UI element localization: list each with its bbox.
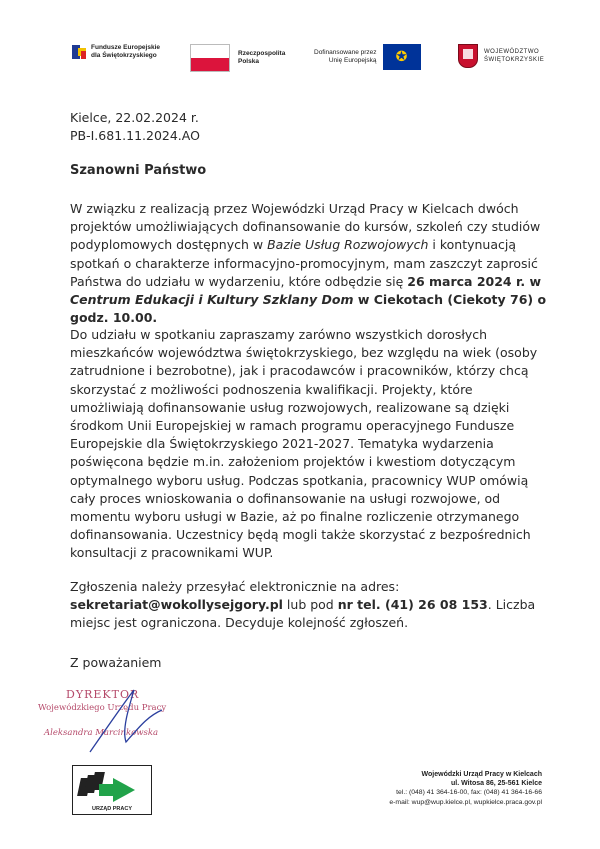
fe-logo-line2: dla Świętokrzyskiego — [91, 52, 157, 59]
place-date: Kielce, 22.02.2024 r. — [70, 110, 199, 125]
rp-logo-line2: Polska — [238, 58, 259, 65]
footer-phone: tel.: (048) 41 364-16-00, fax: (048) 41 364-16-66 — [396, 789, 542, 797]
fe-mark-icon — [72, 45, 86, 59]
eu-cofunded-logo — [314, 44, 421, 70]
event-date: 26 marca 2024 r. — [407, 273, 526, 289]
closing: Z poważaniem — [70, 655, 162, 670]
contact-phone: nr tel. (41) 26 08 153 — [337, 597, 488, 613]
footer-org-name: Wojewódzki Urząd Pracy w Kielcach — [421, 771, 542, 778]
header-logos — [0, 44, 600, 84]
coat-of-arms-icon — [458, 44, 478, 68]
stamp-title: DYREKTOR — [66, 688, 140, 701]
rzeczpospolita-logo — [190, 44, 285, 72]
ue-logo-line1: Dofinansowane przez — [314, 49, 377, 56]
venue-name: Centrum Edukacji i Kultury Szklany Dom — [70, 292, 354, 308]
venue-location: w Ciekotach (Ciekoty 76) o godz. 10.00. — [70, 292, 547, 326]
eu-flag-icon: ✪ — [383, 44, 421, 70]
stamp-office: Wojewódzkiego Urzędu Pracy — [38, 703, 167, 713]
footer-contact — [389, 770, 542, 807]
reference-number: PB-I.681.11.2024.AO — [70, 128, 200, 144]
fe-logo-line1: Fundusze Europejskie — [91, 44, 160, 51]
cards-icon — [79, 772, 101, 798]
letter-meta — [70, 109, 550, 145]
signature-stamp — [30, 686, 230, 756]
handwritten-signature — [30, 686, 230, 756]
arrow-right-icon — [113, 778, 135, 802]
paragraph-registration: Zgłoszenia należy przesyłać elektronicznie na adres: sekretariat@wokollysejgory.pl lub pod nr tel. (41) 26 08 153. Liczba miejsc jest ograniczona. Decyduje kolejność zgłoszeń. — [70, 579, 536, 631]
ue-logo-line2: Unię Europejską — [328, 57, 377, 64]
urzad-pracy-logo — [72, 765, 152, 815]
bur-name: Bazie Usług Rozwojowych — [267, 237, 429, 253]
fundusze-europejskie-logo — [72, 44, 160, 60]
stamp-name: Aleksandra Marcinkowska — [44, 728, 159, 738]
rp-logo-line1: Rzeczpospolita — [238, 50, 286, 57]
ws-logo-line2: ŚWIĘTOKRZYSKIE — [484, 57, 545, 63]
contact-email[interactable]: sekretariat@wokollysejgory.pl — [70, 597, 283, 613]
greeting: Szanowni Państwo — [70, 163, 207, 178]
polish-flag-icon — [190, 44, 230, 72]
ws-logo-line1: WOJEWÓDZTWO — [484, 49, 540, 55]
paragraph-details: Do udziału w spotkaniu zapraszamy zarówno wszystkich dorosłych mieszkańców województwa świętokrzyskiego, bez względu na wiek (osoby zatrudnione i bezrobotne), jak i pracodawców i pracowników, którzy chcą skorzystać z możliwości podnoszenia kwalifikacji. Projekty, które umożliwiają dofinansowanie usług rozwojowych, realizowane są dzięki środkom Unii Europejskiej w ramach programu operacyjnego Fundusze Europejskie dla Świętokrzyskiego 2021-2027. Tematyka wydarzenia poświęcona będzie m.in. założeniom projektów i kwestiom dotyczącym optymalnego wyboru usług. Podczas spotkania, pracownicy WUP omówią cały proces wnioskowania o dofinansowanie na usługi rozwojowe, od momentu wyboru usługi w Bazie, aż po finalne rozliczenie otrzymanego dofinansowania. Uczestnicy będą mogli także skorzystać z bezpośrednich konsultacji z pracownikami WUP. — [70, 327, 538, 561]
footer-address: ul. Witosa 86, 25-561 Kielce — [451, 780, 542, 788]
wojewodztwo-logo — [458, 44, 544, 68]
footer-web: e-mail: wup@wup.kielce.pl, wupkielce.praca.gov.pl — [389, 798, 542, 806]
paragraph-invitation: W związku z realizacją przez Wojewódzki Urząd Pracy w Kielcach dwóch projektów umożliwiających dofinansowanie do kursów, szkoleń czy studiów podyplomowych dostępnych w Bazie Usług Rozwojowych i kontynuacją spotkań o charakterze informacyjno-promocyjnym, mam zaszczyt zaprosić Państwa do udziału w wydarzeniu, które odbędzie się 26 marca 2024 r. w Centrum Edukacji i Kultury Szklany Dom w Ciekotach (Ciekoty 76) o godz. 10.00. — [70, 201, 547, 326]
urzad-pracy-label: URZĄD PRACY — [91, 806, 133, 812]
